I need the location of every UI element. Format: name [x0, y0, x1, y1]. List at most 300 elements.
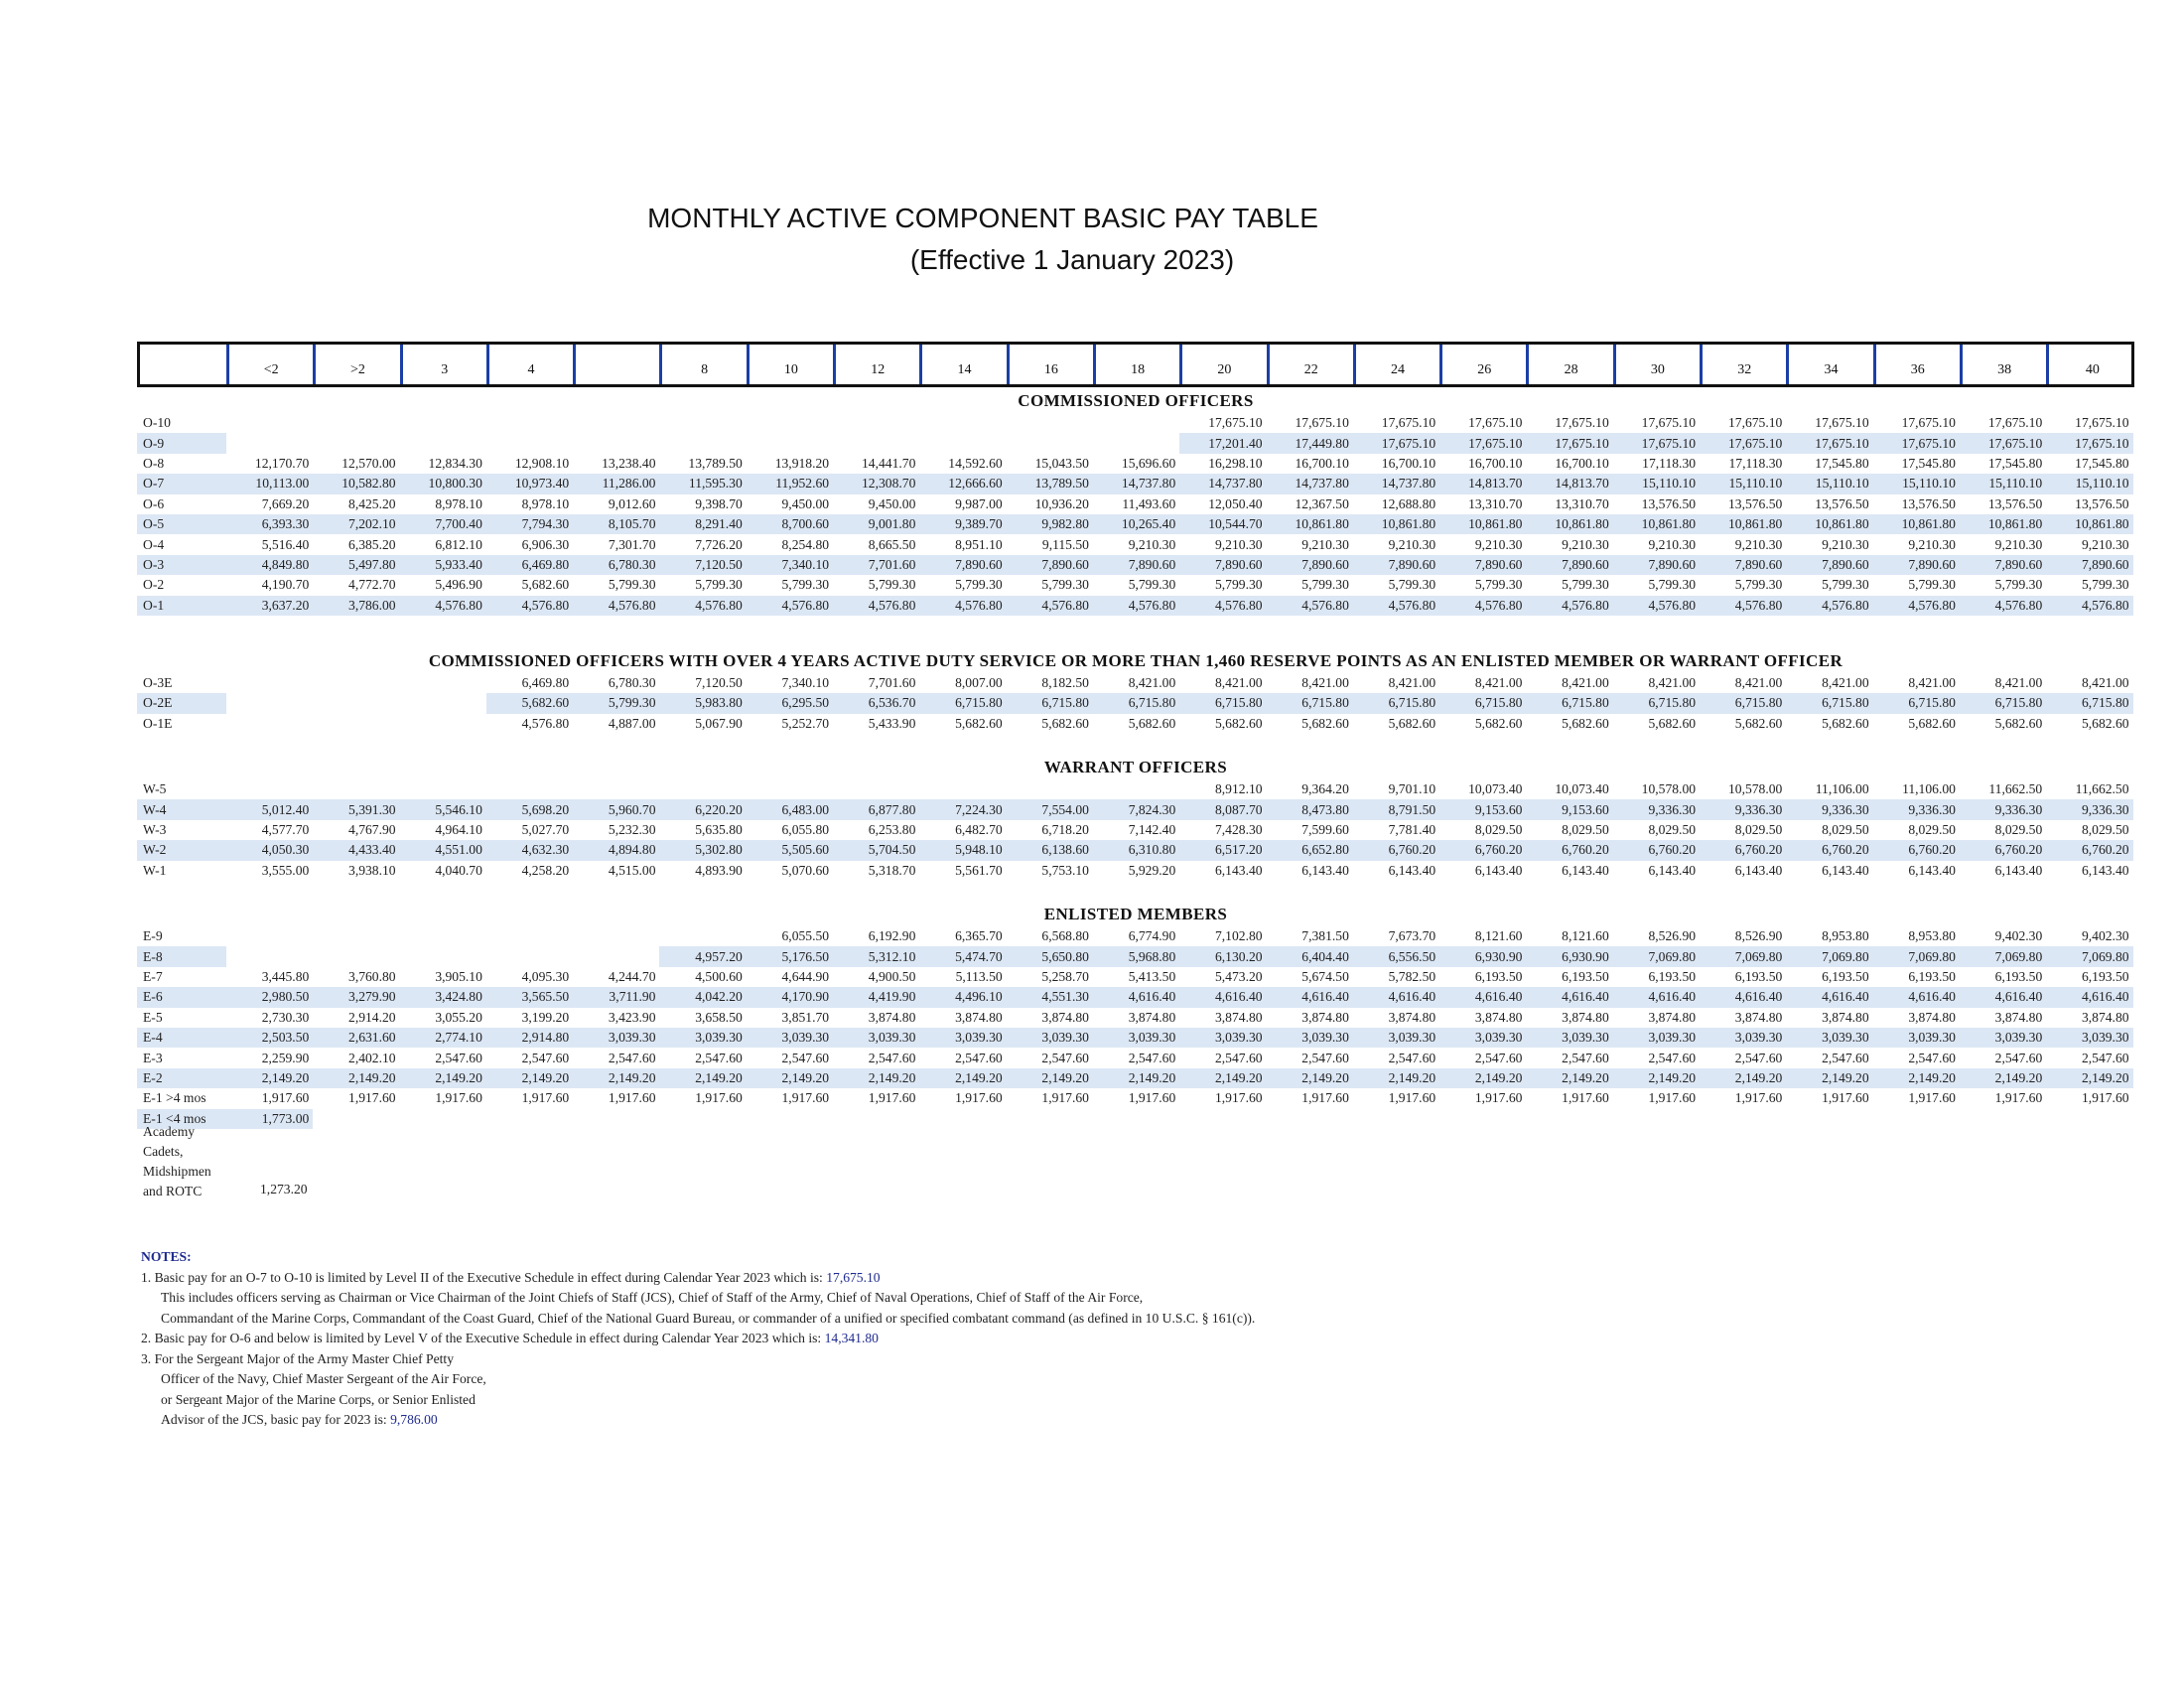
pay-cell: 9,336.30: [1613, 799, 1700, 819]
pay-cell: 3,039.30: [1267, 1028, 1353, 1048]
pay-cell: 3,874.80: [1041, 1009, 1089, 1025]
column-header: 32: [1703, 345, 1789, 384]
column-header: 28: [1529, 345, 1615, 384]
pay-cell: 4,616.40: [1267, 987, 1353, 1007]
pay-cell: [919, 779, 1006, 799]
pay-cell: 6,130.20: [1179, 946, 1266, 966]
pay-cell: 6,385.20: [348, 536, 396, 552]
pay-cell: 5,799.30: [1128, 577, 1176, 593]
pay-cell: 8,029.50: [1908, 822, 1956, 838]
pay-cell: 7,428.30: [1214, 822, 1263, 838]
pay-cell: 3,199.20: [521, 1009, 570, 1025]
pay-cell: 11,595.30: [659, 474, 746, 493]
pay-cell: 6,143.40: [1388, 862, 1436, 878]
pay-cell: [486, 946, 573, 966]
pay-cell: 3,055.20: [435, 1009, 482, 1025]
grade-label: W-4: [137, 799, 226, 819]
pay-cell: 2,149.20: [747, 1068, 833, 1088]
pay-cell: 4,576.80: [573, 596, 659, 616]
pay-cell: 4,500.60: [695, 969, 743, 984]
pay-cell: 3,874.80: [1822, 1009, 1869, 1025]
table-row: [137, 840, 2134, 860]
pay-cell: 9,210.30: [1648, 536, 1697, 552]
pay-cell: 13,789.50: [688, 455, 743, 471]
table-row: [137, 967, 2134, 987]
pay-cell: 8,978.10: [521, 495, 570, 511]
pay-table: [137, 342, 2134, 1129]
pay-cell: [226, 413, 313, 433]
pay-cell: [313, 693, 399, 713]
pay-cell: 17,675.10: [1641, 415, 1697, 431]
pay-cell: 4,496.10: [919, 987, 1006, 1007]
pay-cell: 4,576.80: [400, 596, 486, 616]
pay-cell: 6,310.80: [1093, 840, 1179, 860]
pay-cell: 5,413.50: [1128, 969, 1176, 984]
pay-cell: 1,917.60: [695, 1090, 743, 1106]
pay-cell: 13,238.40: [602, 455, 656, 471]
pay-cell: 1,917.60: [435, 1090, 482, 1106]
pay-cell: 2,547.60: [955, 1050, 1003, 1065]
pay-cell: 6,192.90: [868, 928, 916, 944]
pay-cell: 14,813.70: [1526, 474, 1612, 493]
pay-cell: 3,874.80: [1734, 1009, 1783, 1025]
pay-cell: 7,673.70: [1388, 928, 1436, 944]
pay-cell: 17,675.10: [1526, 433, 1612, 453]
pay-cell: 10,113.00: [226, 474, 313, 493]
pay-cell: [486, 779, 573, 799]
pay-cell: 4,419.90: [833, 987, 919, 1007]
pay-cell: 6,469.80: [486, 555, 573, 575]
note-1-line-3: Commandant of the Marine Corps, Commandant of the Coast Guard, Chief of the National Guard Bureau, or commander of a unified or specified combatant command (as defined in 10 U.S.C. § 161(c)).: [161, 1310, 1256, 1326]
pay-cell: 16,298.10: [1208, 455, 1263, 471]
pay-cell: 6,143.40: [1648, 862, 1697, 878]
pay-cell: 5,391.30: [313, 799, 399, 819]
pay-cell: [226, 946, 313, 966]
pay-cell: 4,616.40: [1700, 987, 1786, 1007]
pay-cell: 5,948.10: [919, 840, 1006, 860]
pay-cell: [400, 946, 486, 966]
pay-cell: 2,547.60: [1908, 1050, 1956, 1065]
pay-cell: [833, 413, 919, 433]
pay-cell: 13,310.70: [1468, 495, 1523, 511]
pay-cell: 8,951.10: [955, 536, 1003, 552]
pay-cell: 5,176.50: [747, 946, 833, 966]
pay-cell: [226, 673, 313, 693]
pay-cell: 13,576.50: [1727, 495, 1783, 511]
pay-cell: 8,291.40: [659, 514, 746, 534]
pay-cell: 5,433.90: [868, 715, 916, 731]
pay-cell: 9,210.30: [1822, 536, 1869, 552]
academy-line: Cadets,: [143, 1144, 184, 1159]
pay-cell: 5,012.40: [226, 799, 313, 819]
pay-cell: 8,978.10: [435, 495, 482, 511]
pay-cell: 4,577.70: [261, 822, 310, 838]
pay-cell: 3,637.20: [226, 596, 313, 616]
pay-cell: 7,701.60: [833, 555, 919, 575]
pay-cell: 15,110.10: [1873, 474, 1960, 493]
pay-cell: 3,039.30: [2046, 1028, 2132, 1048]
pay-cell: 10,578.00: [1727, 781, 1783, 797]
pay-cell: 6,143.40: [1734, 862, 1783, 878]
pay-cell: 5,635.80: [695, 822, 743, 838]
pay-cell: [1093, 779, 1179, 799]
pay-cell: 6,760.20: [1613, 840, 1700, 860]
table-row: [137, 799, 2134, 819]
pay-cell: 3,711.90: [573, 987, 659, 1007]
pay-cell: 13,310.70: [1555, 495, 1609, 511]
pay-cell: 8,029.50: [1822, 822, 1869, 838]
pay-cell: 7,224.30: [919, 799, 1006, 819]
pay-cell: 1,917.60: [521, 1090, 570, 1106]
table-row: [137, 926, 2134, 946]
pay-cell: 2,149.20: [919, 1068, 1006, 1088]
pay-cell: [313, 779, 399, 799]
pay-cell: 9,389.70: [919, 514, 1006, 534]
pay-cell: 6,568.80: [1041, 928, 1089, 944]
pay-cell: [226, 714, 313, 734]
pay-cell: [400, 693, 486, 713]
table-row: [137, 413, 2134, 433]
pay-cell: 4,551.00: [400, 840, 486, 860]
table-row: [137, 820, 2134, 840]
pay-cell: 10,861.80: [1873, 514, 1960, 534]
pay-cell: 9,153.60: [1526, 799, 1612, 819]
pay-cell: 5,113.50: [955, 969, 1003, 984]
column-header: 10: [750, 345, 836, 384]
pay-cell: 1,773.00: [226, 1109, 313, 1129]
pay-cell: 4,040.70: [435, 862, 482, 878]
pay-cell: 5,682.60: [1562, 715, 1609, 731]
pay-cell: 3,851.70: [781, 1009, 830, 1025]
pay-cell: 2,149.20: [833, 1068, 919, 1088]
table-row: [137, 514, 2134, 534]
pay-cell: 4,900.50: [868, 969, 916, 984]
pay-cell: 6,930.90: [1526, 946, 1612, 966]
pay-cell: 2,259.90: [261, 1050, 310, 1065]
pay-cell: 5,674.50: [1301, 969, 1349, 984]
pay-cell: 9,153.60: [1439, 799, 1526, 819]
pay-cell: 6,715.80: [1613, 693, 1700, 713]
pay-cell: 6,193.50: [1822, 969, 1869, 984]
pay-cell: 2,547.60: [1822, 1050, 1869, 1065]
pay-cell: 2,914.80: [486, 1028, 573, 1048]
pay-cell: 5,505.60: [747, 840, 833, 860]
pay-cell: 6,906.30: [521, 536, 570, 552]
pay-cell: 6,365.70: [955, 928, 1003, 944]
pay-cell: 6,193.50: [2081, 969, 2129, 984]
pay-cell: 1,917.60: [1822, 1090, 1869, 1106]
section-title: COMMISSIONED OFFICERS: [1018, 391, 1254, 410]
section-body: [137, 926, 2134, 1129]
pay-cell: 10,861.80: [1439, 514, 1526, 534]
pay-cell: 8,029.50: [1734, 822, 1783, 838]
pay-cell: 3,874.80: [1128, 1009, 1176, 1025]
pay-cell: 13,576.50: [1641, 495, 1697, 511]
pay-cell: 6,715.80: [1439, 693, 1526, 713]
pay-cell: 8,421.00: [1388, 675, 1436, 691]
pay-cell: 15,110.10: [1613, 474, 1700, 493]
page-subtitle: (Effective 1 January 2023): [909, 244, 1235, 275]
pay-cell: 17,449.80: [1267, 433, 1353, 453]
pay-cell: 12,570.00: [341, 455, 396, 471]
pay-cell: 2,149.20: [659, 1068, 746, 1088]
section-title: WARRANT OFFICERS: [1043, 758, 1228, 777]
academy-label: [143, 1122, 211, 1201]
pay-cell: 6,143.40: [1214, 862, 1263, 878]
pay-cell: 7,069.80: [1700, 946, 1786, 966]
pay-cell: 8,421.00: [1301, 675, 1349, 691]
pay-cell: 7,890.60: [1179, 555, 1266, 575]
pay-cell: 4,244.70: [608, 969, 656, 984]
pay-cell: 9,210.30: [1734, 536, 1783, 552]
grade-label: O-7: [137, 474, 226, 493]
pay-cell: 6,760.20: [1960, 840, 2046, 860]
pay-cell: 9,336.30: [1873, 799, 1960, 819]
pay-cell: 8,526.90: [1648, 928, 1697, 944]
pay-cell: 9,701.10: [1388, 781, 1436, 797]
pay-cell: 2,149.20: [1353, 1068, 1439, 1088]
pay-cell: 2,914.20: [348, 1009, 396, 1025]
grade-label: W-3: [143, 822, 167, 838]
column-header: 8: [662, 345, 749, 384]
pay-cell: 6,715.80: [2046, 693, 2132, 713]
pay-cell: 5,682.60: [1214, 715, 1263, 731]
table-row: [137, 1008, 2134, 1028]
pay-cell: 2,774.10: [400, 1028, 486, 1048]
pay-cell: 5,682.60: [1648, 715, 1697, 731]
pay-cell: [400, 779, 486, 799]
pay-cell: 2,149.20: [1007, 1068, 1093, 1088]
pay-cell: [1007, 779, 1093, 799]
pay-cell: 6,715.80: [1786, 693, 1872, 713]
academy-pay-value: 1,273.20: [260, 1182, 308, 1196]
pay-cell: 7,069.80: [1873, 946, 1960, 966]
pay-cell: 5,682.60: [1474, 715, 1523, 731]
pay-cell: 9,987.00: [955, 495, 1003, 511]
pay-cell: 3,874.80: [868, 1009, 916, 1025]
pay-cell: 7,069.80: [1786, 946, 1872, 966]
pay-cell: 5,799.30: [1562, 577, 1609, 593]
pay-cell: 17,675.10: [1987, 415, 2043, 431]
pay-cell: 9,210.30: [2081, 536, 2129, 552]
pay-cell: 3,905.10: [435, 969, 482, 984]
pay-cell: 6,143.40: [1908, 862, 1956, 878]
pay-cell: 5,799.30: [1734, 577, 1783, 593]
pay-cell: [659, 413, 746, 433]
pay-cell: 8,526.90: [1734, 928, 1783, 944]
pay-cell: 7,069.80: [1613, 946, 1700, 966]
pay-cell: 6,760.20: [1353, 840, 1439, 860]
pay-cell: 8,421.00: [1734, 675, 1783, 691]
pay-cell: 4,964.10: [435, 822, 482, 838]
pay-cell: 5,682.60: [521, 577, 570, 593]
pay-cell: 8,029.50: [1648, 822, 1697, 838]
pay-cell: 5,799.30: [1388, 577, 1436, 593]
pay-cell: [400, 433, 486, 453]
pay-cell: 4,616.40: [1526, 987, 1612, 1007]
note-1-text: 1. Basic pay for an O-7 to O-10 is limited by Level II of the Executive Schedule in effect during Calendar Year 2023 which is:: [141, 1269, 827, 1285]
pay-cell: 5,682.60: [1822, 715, 1869, 731]
pay-cell: 17,675.10: [2046, 433, 2132, 453]
pay-cell: 5,258.70: [1041, 969, 1089, 984]
pay-cell: 4,616.40: [1353, 987, 1439, 1007]
pay-cell: [747, 413, 833, 433]
pay-cell: 15,696.60: [1121, 455, 1176, 471]
pay-cell: 5,799.30: [868, 577, 916, 593]
pay-cell: [573, 433, 659, 453]
pay-cell: [747, 779, 833, 799]
note-2-text: 2. Basic pay for O-6 and below is limited by Level V of the Executive Schedule in effect during Calendar Year 2023 which is:: [141, 1331, 825, 1345]
pay-cell: 2,547.60: [608, 1050, 656, 1065]
pay-cell: 5,650.80: [1007, 946, 1093, 966]
pay-cell: 3,039.30: [1526, 1028, 1612, 1048]
pay-cell: [486, 926, 573, 946]
pay-cell: [659, 779, 746, 799]
pay-cell: 7,890.60: [1960, 555, 2046, 575]
pay-cell: [919, 433, 1006, 453]
column-header: 12: [836, 345, 922, 384]
pay-cell: [486, 413, 573, 433]
section-body: [137, 779, 2134, 881]
pay-cell: 10,582.80: [313, 474, 399, 493]
grade-label: O-3: [137, 555, 226, 575]
pay-cell: 2,149.20: [1439, 1068, 1526, 1088]
pay-cell: 16,700.10: [1295, 455, 1349, 471]
pay-cell: 6,193.50: [1648, 969, 1697, 984]
pay-cell: 10,936.20: [1034, 495, 1089, 511]
pay-cell: 12,050.40: [1208, 495, 1263, 511]
pay-cell: 1,917.60: [1648, 1090, 1697, 1106]
pay-cell: 2,547.60: [435, 1050, 482, 1065]
pay-cell: 8,421.00: [1822, 675, 1869, 691]
pay-cell: 8,912.10: [1214, 781, 1263, 797]
table-row: [137, 673, 2134, 693]
pay-cell: 6,253.80: [868, 822, 916, 838]
pay-cell: 17,675.10: [1960, 433, 2046, 453]
pay-cell: 17,675.10: [1353, 433, 1439, 453]
pay-cell: 4,616.40: [1960, 987, 2046, 1007]
pay-cell: 9,210.30: [1474, 536, 1523, 552]
pay-cell: 5,682.60: [1388, 715, 1436, 731]
note-3-text: Advisor of the JCS, basic pay for 2023 is:: [161, 1412, 391, 1427]
pay-cell: 9,402.30: [1994, 928, 2043, 944]
pay-cell: 8,421.00: [1128, 675, 1176, 691]
pay-cell: [313, 946, 399, 966]
pay-cell: 5,496.90: [435, 577, 482, 593]
pay-cell: 7,890.60: [1007, 555, 1093, 575]
pay-cell: 2,149.20: [226, 1068, 313, 1088]
pay-cell: [313, 714, 399, 734]
pay-cell: 5,302.80: [659, 840, 746, 860]
pay-cell: 6,193.50: [1908, 969, 1956, 984]
pay-cell: 3,279.90: [313, 987, 399, 1007]
pay-cell: 6,143.40: [1474, 862, 1523, 878]
pay-cell: 17,675.10: [1295, 415, 1349, 431]
pay-cell: 4,576.80: [1526, 596, 1612, 616]
pay-cell: 5,070.60: [781, 862, 830, 878]
pay-cell: 6,760.20: [1439, 840, 1526, 860]
pay-cell: 9,210.30: [1908, 536, 1956, 552]
pay-cell: 3,874.80: [1214, 1009, 1263, 1025]
pay-cell: 8,029.50: [1994, 822, 2043, 838]
pay-cell: 17,675.10: [1613, 433, 1700, 453]
pay-cell: 7,381.50: [1301, 928, 1349, 944]
column-header: 16: [1010, 345, 1096, 384]
pay-cell: 10,861.80: [2046, 514, 2132, 534]
pay-cell: 2,547.60: [1562, 1050, 1609, 1065]
pay-cell: [1093, 433, 1179, 453]
pay-cell: [400, 413, 486, 433]
pay-cell: 5,318.70: [868, 862, 916, 878]
pay-cell: 5,799.30: [781, 577, 830, 593]
pay-cell: 9,210.30: [1994, 536, 2043, 552]
column-header: 36: [1876, 345, 1963, 384]
pay-cell: 4,576.80: [1873, 596, 1960, 616]
pay-cell: 13,918.20: [774, 455, 830, 471]
pay-cell: 3,039.30: [1353, 1028, 1439, 1048]
pay-cell: 10,073.40: [1468, 781, 1523, 797]
pay-cell: 5,682.60: [955, 715, 1003, 731]
pay-cell: 1,917.60: [1734, 1090, 1783, 1106]
pay-cell: 17,675.10: [1381, 415, 1436, 431]
pay-cell: 5,473.20: [1214, 969, 1263, 984]
pay-cell: 4,576.80: [1007, 596, 1093, 616]
pay-cell: 12,367.50: [1295, 495, 1349, 511]
pay-cell: 7,890.60: [1093, 555, 1179, 575]
column-header: 38: [1963, 345, 2049, 384]
pay-cell: 8,421.00: [1214, 675, 1263, 691]
pay-cell: 5,799.30: [2081, 577, 2129, 593]
pay-cell: [833, 433, 919, 453]
pay-cell: 14,737.80: [1267, 474, 1353, 493]
pay-cell: 6,138.60: [1007, 840, 1093, 860]
pay-cell: 6,930.90: [1439, 946, 1526, 966]
pay-cell: 17,675.10: [1700, 433, 1786, 453]
pay-cell: 5,682.60: [1994, 715, 2043, 731]
pay-cell: 4,551.30: [1007, 987, 1093, 1007]
pay-cell: 10,861.80: [1526, 514, 1612, 534]
pay-cell: 6,715.80: [1353, 693, 1439, 713]
pay-cell: 3,874.80: [1908, 1009, 1956, 1025]
pay-cell: [573, 946, 659, 966]
pay-cell: 8,421.00: [1648, 675, 1697, 691]
pay-cell: 13,789.50: [1007, 474, 1093, 493]
pay-cell: 6,536.70: [833, 693, 919, 713]
grade-label: O-5: [137, 514, 226, 534]
pay-cell: 6,295.50: [747, 693, 833, 713]
pay-cell: 1,917.60: [1474, 1090, 1523, 1106]
grade-label: O-2: [143, 577, 165, 593]
pay-cell: 6,715.80: [1267, 693, 1353, 713]
grade-label: E-8: [137, 946, 226, 966]
pay-cell: 5,799.30: [1908, 577, 1956, 593]
pay-cell: [313, 413, 399, 433]
pay-cell: 14,737.80: [1093, 474, 1179, 493]
pay-cell: 3,039.30: [573, 1028, 659, 1048]
pay-cell: 2,547.60: [1041, 1050, 1089, 1065]
pay-cell: 7,301.70: [608, 536, 656, 552]
table-row: [137, 596, 2134, 616]
pay-cell: 5,252.70: [781, 715, 830, 731]
pay-cell: 1,917.60: [1994, 1090, 2043, 1106]
pay-cell: 2,547.60: [1994, 1050, 2043, 1065]
table-header-row: [137, 342, 2134, 387]
pay-cell: [400, 926, 486, 946]
column-header: 40: [2085, 362, 2100, 377]
pay-cell: 4,616.40: [1093, 987, 1179, 1007]
pay-cell: 8,029.50: [1474, 822, 1523, 838]
pay-cell: 1,917.60: [1562, 1090, 1609, 1106]
